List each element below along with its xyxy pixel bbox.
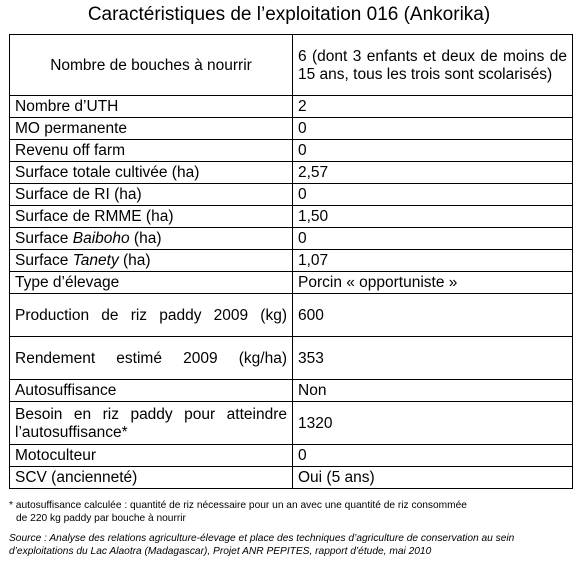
row-label: Rendement estimé 2009 (kg/ha) bbox=[10, 337, 293, 380]
row-label bbox=[10, 228, 293, 250]
row-value: 0 bbox=[293, 228, 573, 250]
row-label: Revenu off farm bbox=[10, 140, 293, 162]
row-label: Nombre de bouches à nourrir bbox=[10, 35, 293, 96]
table-row bbox=[10, 467, 573, 489]
row-label: Surface totale cultivée (ha) bbox=[10, 162, 293, 184]
label-suffix: (ha) bbox=[118, 252, 151, 269]
label-prefix: Surface bbox=[15, 230, 73, 247]
footnote-line: * autosuffisance calculée : quantité de riz nécessaire pour un an avec une quantité de riz consommée bbox=[9, 500, 467, 511]
table-row bbox=[10, 184, 573, 206]
table-row bbox=[10, 380, 573, 402]
row-label: Type d’élevage bbox=[10, 272, 293, 294]
row-value: 0 bbox=[293, 140, 573, 162]
table-title: Caractéristiques de l’exploitation 016 (Ankorika) bbox=[87, 4, 491, 25]
row-value: 2,57 bbox=[293, 162, 573, 184]
row-label: Production de riz paddy 2009 (kg) bbox=[10, 294, 293, 337]
label-prefix: Surface bbox=[15, 252, 73, 269]
footnote-line: de 220 kg paddy par bouche à nourrir bbox=[16, 513, 186, 524]
row-value: Non bbox=[293, 380, 573, 402]
row-label: Surface de RI (ha) bbox=[10, 184, 293, 206]
row-label: Motoculteur bbox=[10, 445, 293, 467]
table-row bbox=[10, 162, 573, 184]
source-note bbox=[9, 532, 574, 558]
table-row bbox=[10, 206, 573, 228]
label-italic: Baiboho bbox=[72, 230, 130, 247]
table-row bbox=[10, 294, 573, 337]
row-value: 1320 bbox=[293, 402, 573, 445]
row-label: Nombre d’UTH bbox=[10, 96, 293, 118]
row-value: 6 (dont 3 enfants et deux de moins de 15 ans, tous les trois sont scolarisés) bbox=[293, 35, 573, 96]
row-value: 2 bbox=[293, 96, 573, 118]
source-line: d’exploitations du Lac Alaotra (Madagascar), Projet ANR PEPITES, rapport d’étude, mai 2010 bbox=[9, 546, 432, 557]
row-label bbox=[10, 250, 293, 272]
label-italic: Tanety bbox=[72, 252, 119, 269]
table-row bbox=[10, 96, 573, 118]
table-row bbox=[10, 118, 573, 140]
table-row bbox=[10, 402, 573, 445]
row-value: 0 bbox=[293, 445, 573, 467]
row-label: Autosuffisance bbox=[10, 380, 293, 402]
label-suffix: (ha) bbox=[129, 230, 162, 247]
table-row bbox=[10, 35, 573, 96]
row-value: Oui (5 ans) bbox=[293, 467, 573, 489]
row-label: Surface de RMME (ha) bbox=[10, 206, 293, 228]
row-label: MO permanente bbox=[10, 118, 293, 140]
row-value: 600 bbox=[293, 294, 573, 337]
table-row bbox=[10, 445, 573, 467]
row-value: 353 bbox=[293, 337, 573, 380]
row-value: 1,50 bbox=[293, 206, 573, 228]
row-value: Porcin « opportuniste » bbox=[293, 272, 573, 294]
table-row bbox=[10, 228, 573, 250]
row-value: 0 bbox=[293, 184, 573, 206]
table-row bbox=[10, 250, 573, 272]
row-label: SCV (ancienneté) bbox=[10, 467, 293, 489]
table-row bbox=[10, 272, 573, 294]
row-value: 1,07 bbox=[293, 250, 573, 272]
row-label: Besoin en riz paddy pour atteindre l’autosuffisance* bbox=[10, 402, 293, 445]
source-line: Source : Analyse des relations agriculture-élevage et place des techniques d’agriculture de conservation au sein bbox=[9, 533, 515, 544]
table-row bbox=[10, 140, 573, 162]
table-row bbox=[10, 337, 573, 380]
characteristics-table bbox=[9, 34, 573, 489]
footnote bbox=[9, 499, 574, 525]
row-value: 0 bbox=[293, 118, 573, 140]
